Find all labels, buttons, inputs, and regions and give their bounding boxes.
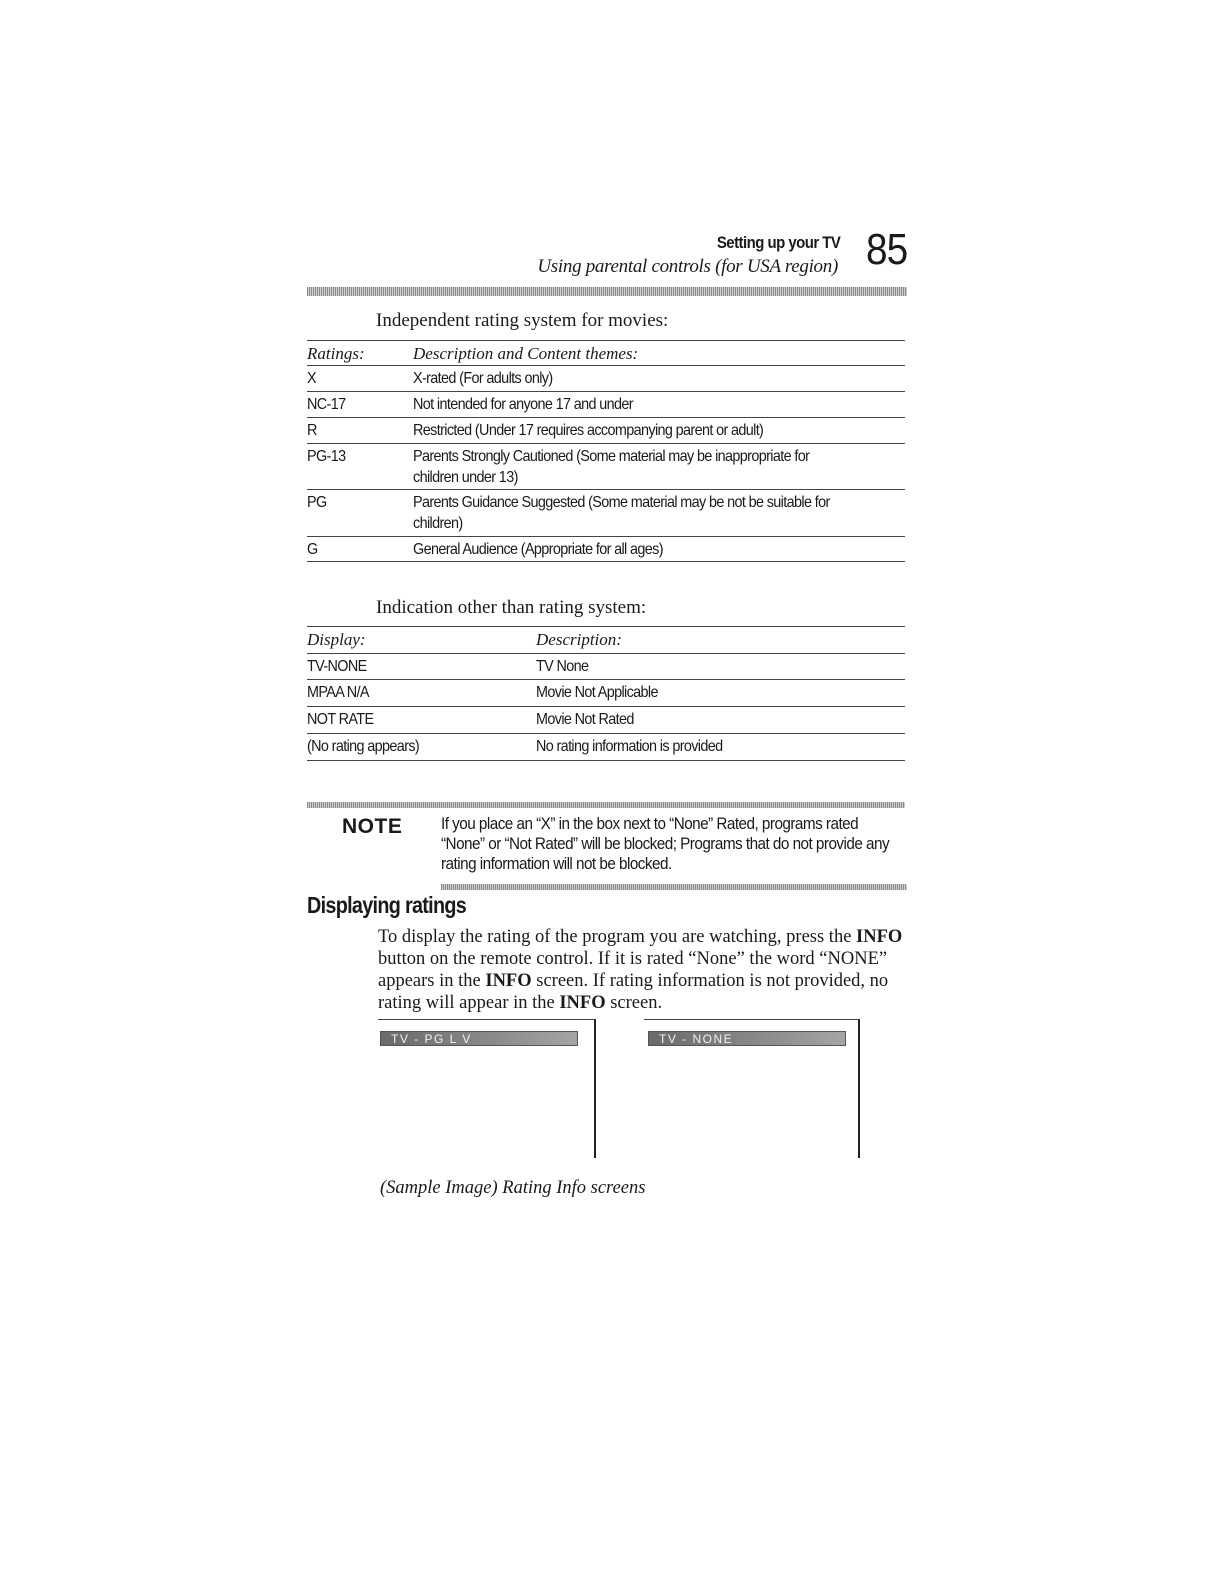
text-run: button on the remote control. If it is rated “None” the word “NONE” appears in the — [378, 949, 888, 991]
header-rule — [307, 287, 907, 296]
description-cell: Not intended for anyone 17 and under — [413, 396, 633, 413]
text-run: screen. If rating information is not provided, no rating will appear in the — [378, 971, 889, 1013]
table-row — [307, 392, 905, 418]
sample-screen-right — [644, 1019, 860, 1158]
rating-cell: PG-13 — [307, 448, 346, 465]
description-cell — [413, 492, 830, 534]
table-row — [307, 734, 905, 761]
sample-screen-left — [378, 1019, 596, 1158]
section-heading: Displaying ratings — [307, 892, 467, 918]
rating-cell: PG — [307, 494, 327, 511]
description-line: children) — [413, 515, 463, 532]
rating-cell: X — [307, 370, 316, 387]
body-paragraph — [378, 926, 908, 1014]
movies-rating-table — [307, 340, 905, 562]
table-row — [307, 680, 905, 707]
description-cell: General Audience (Appropriate for all ages) — [413, 541, 663, 558]
running-header-section: Setting up your TV — [716, 233, 840, 252]
description-cell: X-rated (For adults only) — [413, 370, 553, 387]
table-row — [307, 418, 905, 444]
display-cell: TV-NONE — [307, 658, 367, 675]
info-screen-label: INFO — [485, 971, 532, 991]
table-row — [307, 654, 905, 680]
column-header-description: Description: — [536, 630, 622, 649]
text-run: screen. — [605, 993, 663, 1013]
table-row — [307, 444, 905, 490]
description-cell: TV None — [536, 658, 589, 675]
note-text: If you place an “X” in the box next to “None” Rated, programs rated “None” or “Not Rated” will be blocked; Programs that do not provide any rating information will not be blocked. — [441, 814, 890, 873]
table-row — [307, 490, 905, 537]
indication-table-intro: Indication other than rating system: — [376, 597, 647, 618]
rating-cell: NC-17 — [307, 396, 346, 413]
description-cell: Restricted (Under 17 requires accompanying parent or adult) — [413, 422, 764, 439]
movies-table-intro: Independent rating system for movies: — [376, 310, 669, 331]
table-header-row — [307, 340, 905, 366]
column-header-ratings: Ratings: — [307, 344, 365, 363]
table-row — [307, 537, 905, 562]
description-line: Parents Guidance Suggested (Some material may be not be suitable for — [413, 494, 830, 511]
column-header-display: Display: — [307, 630, 366, 649]
info-screen-label: INFO — [559, 993, 606, 1013]
display-cell: (No rating appears) — [307, 738, 420, 755]
rating-banner: TV - PG L V — [380, 1031, 578, 1046]
description-cell — [413, 446, 809, 488]
info-button-label: INFO — [856, 927, 903, 947]
table-row — [307, 707, 905, 734]
description-line: children under 13) — [413, 469, 518, 486]
description-cell: Movie Not Rated — [536, 711, 634, 728]
table-row — [307, 366, 905, 392]
text-run: To display the rating of the program you are watching, press the — [378, 927, 857, 947]
figure-caption: (Sample Image) Rating Info screens — [380, 1178, 646, 1198]
rating-cell: G — [307, 541, 318, 558]
description-cell: No rating information is provided — [536, 738, 723, 755]
note-top-rule — [307, 802, 905, 808]
running-header-subsection: Using parental controls (for USA region) — [537, 256, 838, 277]
note-label: NOTE — [342, 815, 403, 838]
column-header-description: Description and Content themes: — [413, 344, 639, 363]
display-cell: NOT RATE — [307, 711, 374, 728]
description-line: Parents Strongly Cautioned (Some material may be inappropriate for — [413, 448, 810, 465]
display-cell: MPAA N/A — [307, 684, 369, 701]
indication-table — [307, 626, 905, 761]
rating-banner: TV - NONE — [648, 1031, 846, 1046]
table-header-row — [307, 626, 905, 654]
description-cell: Movie Not Applicable — [536, 684, 658, 701]
rating-cell: R — [307, 422, 317, 439]
page-number: 85 — [866, 225, 908, 274]
note-bottom-rule — [441, 884, 907, 890]
